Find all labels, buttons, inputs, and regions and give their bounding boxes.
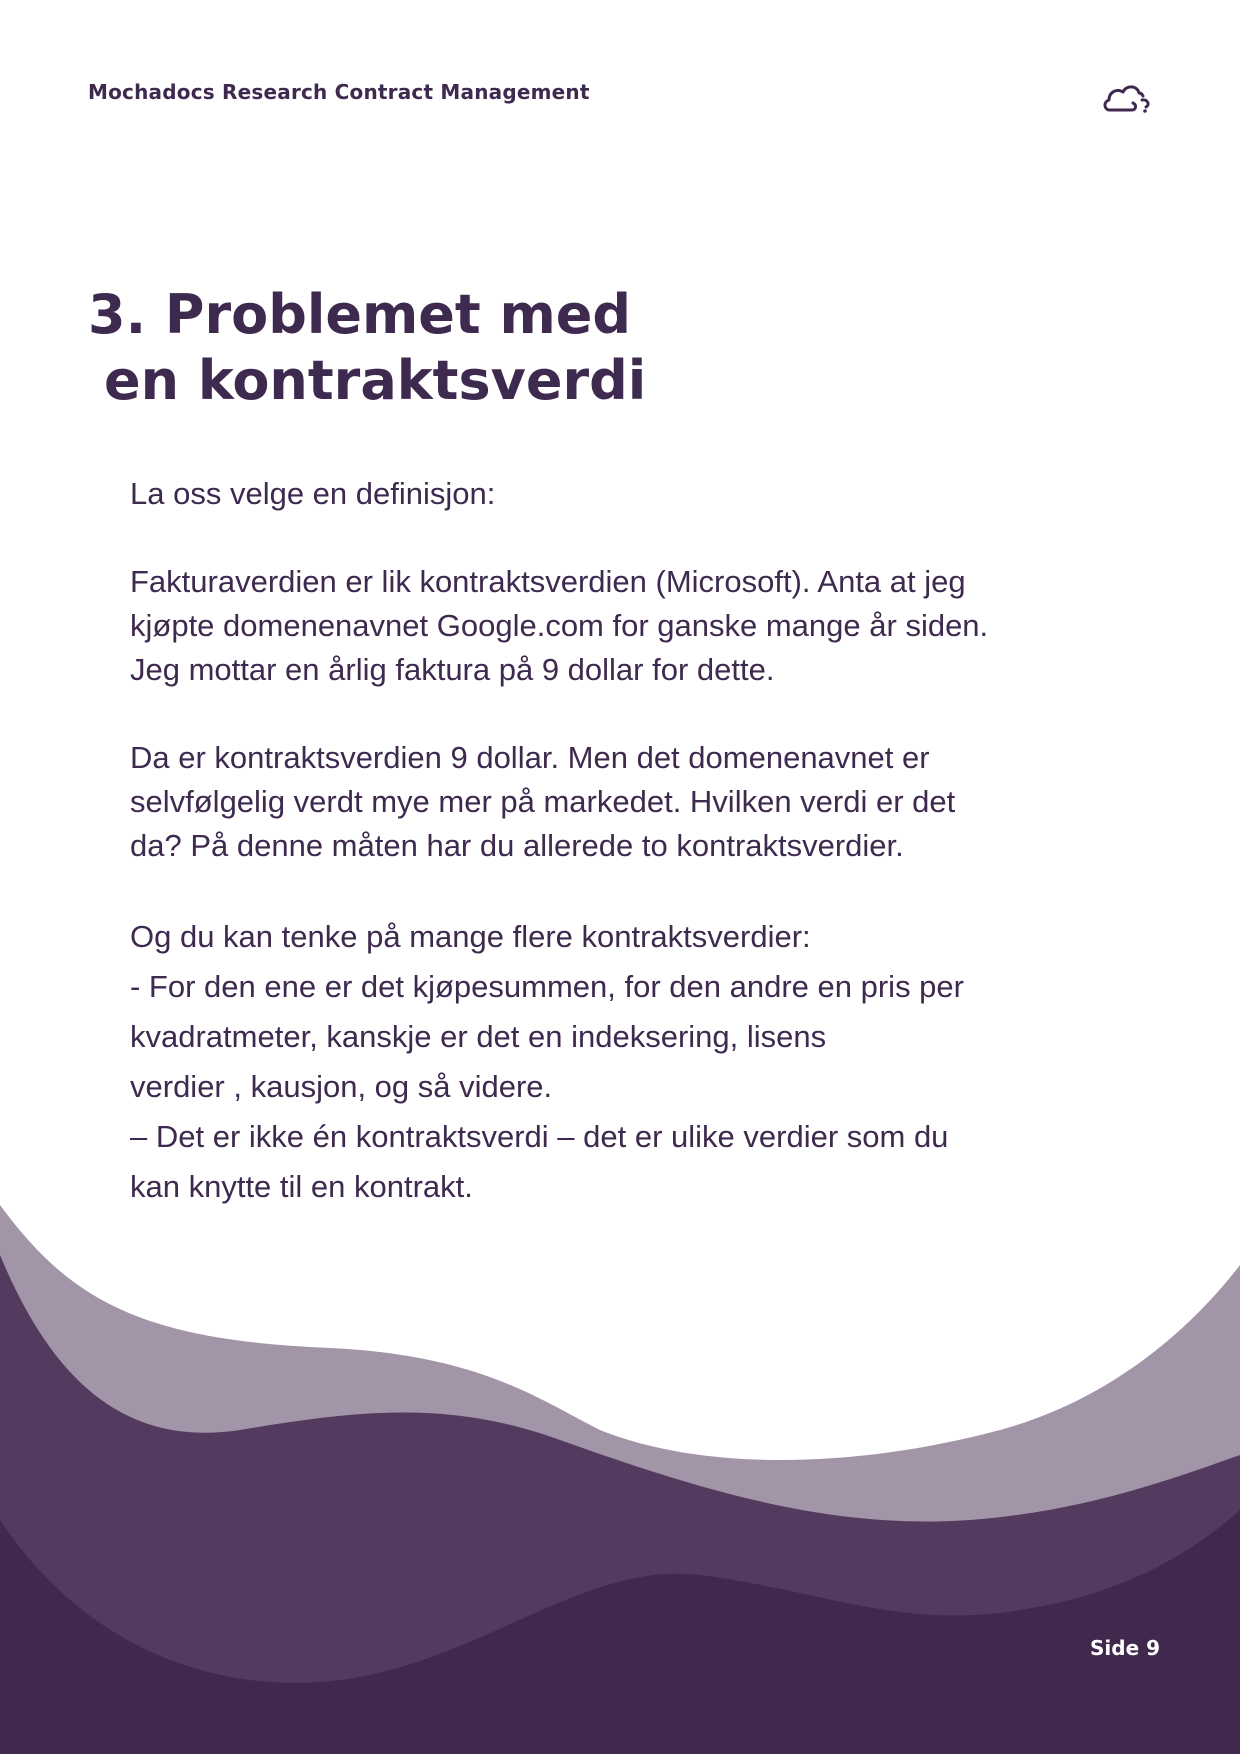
paragraph-line: kvadratmeter, kanskje er det en indeksering, lisens <box>130 1019 827 1054</box>
page-number: Side 9 <box>1090 1636 1161 1660</box>
paragraph-many-values <box>130 912 1130 1212</box>
paragraph-line: - For den ene er det kjøpesummen, for den andre en pris per <box>130 969 964 1004</box>
paragraph-market-value <box>130 736 1130 868</box>
header-title: Mochadocs Research Contract Management <box>88 80 590 104</box>
page-title <box>88 282 646 414</box>
cloud-icon <box>1102 80 1152 114</box>
decorative-waves <box>0 1190 1240 1754</box>
body-text <box>130 472 1130 1212</box>
paragraph-line: da? På denne måten har du allerede to kontraktsverdier. <box>130 828 904 863</box>
paragraph-line: kjøpte domenenavnet Google.com for ganske mange år siden. <box>130 608 989 643</box>
page-title-line-1: 3. Problemet med <box>88 283 632 346</box>
paragraph-line: Fakturaverdien er lik kontraktsverdien (Microsoft). Anta at jeg <box>130 564 966 599</box>
paragraph-line: Da er kontraktsverdien 9 dollar. Men det domenenavnet er <box>130 740 930 775</box>
paragraph-line: kan knytte til en kontrakt. <box>130 1169 473 1204</box>
paragraph-line: Jeg mottar en årlig faktura på 9 dollar for dette. <box>130 652 775 687</box>
paragraph-invoice <box>130 560 1130 692</box>
intro-paragraph: La oss velge en definisjon: <box>130 476 496 511</box>
paragraph-line: verdier , kausjon, og så videre. <box>130 1069 553 1104</box>
paragraph-line: – Det er ikke én kontraktsverdi – det er ulike verdier som du <box>130 1119 949 1154</box>
paragraph-line: selvfølgelig verdt mye mer på markedet. Hvilken verdi er det <box>130 784 956 819</box>
page-title-line-2: en kontraktsverdi <box>104 349 647 412</box>
paragraph-line: Og du kan tenke på mange flere kontraktsverdier: <box>130 919 811 954</box>
